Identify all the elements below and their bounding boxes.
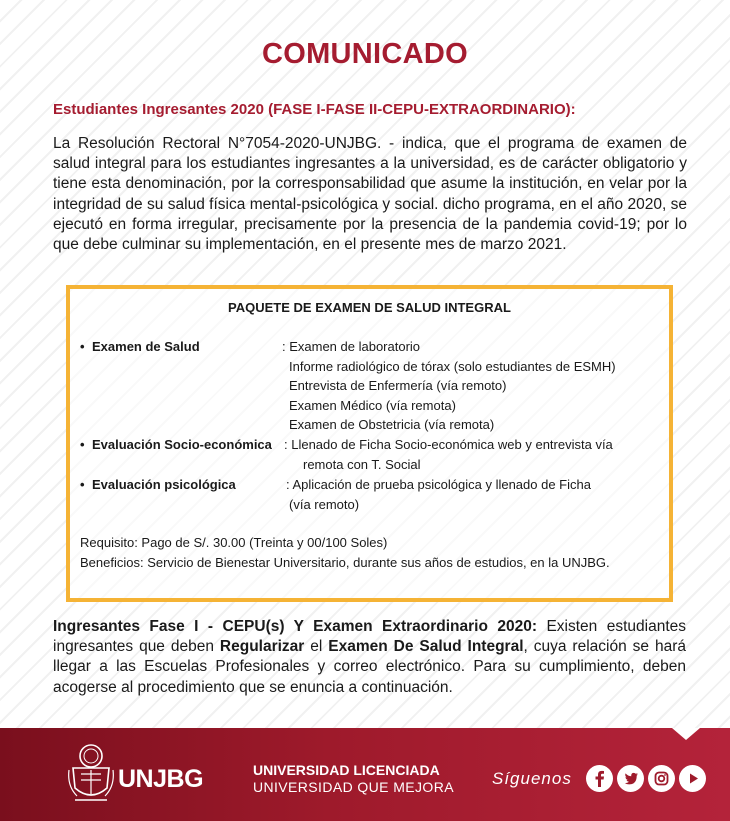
closing-text: , cuya relación se hará llegar a las Escuelas Profesionales y correo electrónico. Para su cumplimiento, deben acogerse al procedimiento que se enuncia a continuación. bbox=[53, 638, 686, 696]
slogan-line-1: UNIVERSIDAD LICENCIADA bbox=[253, 762, 440, 778]
item-detail: remota con T. Social bbox=[303, 456, 421, 472]
footer-notch bbox=[672, 728, 700, 740]
instagram-icon[interactable] bbox=[648, 765, 675, 792]
section-subtitle: Estudiantes Ingresantes 2020 (FASE I-FASE II-CEPU-EXTRAORDINARIO): bbox=[53, 101, 576, 118]
item-detail: Examen Médico (vía remota) bbox=[289, 397, 456, 413]
facebook-icon[interactable] bbox=[586, 765, 613, 792]
item-label: Evaluación Socio-económica bbox=[92, 437, 272, 452]
requisito-text: Requisito: Pago de S/. 30.00 (Treinta y 00/100 Soles) bbox=[80, 535, 388, 550]
closing-text: Existen estudiantes ingresantes que deben bbox=[53, 618, 686, 656]
item-detail: (vía remoto) bbox=[289, 496, 360, 512]
footer-bar bbox=[0, 728, 730, 821]
follow-label: Síguenos bbox=[492, 769, 572, 788]
health-package-box bbox=[66, 285, 673, 602]
intro-paragraph: La Resolución Rectoral N°7054-2020-UNJBG. - indica, que el programa de examen de salud integral para los estudiantes ingresantes a la universidad, es de carácter obligatorio y tiene esta denominación, por la corresponsabilidad que asume la institución, en velar por la integridad de su salud física mental-psicológica y social. dicho programa, en el año 2020, se ejecutó en forma irregular, precisamente por la presencia de la pandemia covid-19; por lo que debe culminar su implementación, en el presente mes de marzo 2021. bbox=[53, 135, 687, 254]
closing-bold-regularizar: Regularizar bbox=[219, 638, 305, 656]
item-label: Examen de Salud bbox=[92, 339, 200, 354]
item-detail: : Examen de laboratorio bbox=[282, 339, 421, 354]
bullet: • bbox=[80, 339, 85, 354]
closing-bold-examen: Examen De Salud Integral bbox=[328, 638, 524, 656]
item-detail: : Aplicación de prueba psicológica y llenado de Ficha bbox=[286, 477, 591, 492]
closing-paragraph bbox=[53, 617, 686, 698]
closing-bold-heading: Ingresantes Fase I - CEPU(s) Y Examen Extraordinario 2020: bbox=[53, 618, 538, 635]
page-title: COMUNICADO bbox=[262, 38, 468, 70]
youtube-icon[interactable] bbox=[679, 765, 706, 792]
beneficios-text: Beneficios: Servicio de Bienestar Universitario, durante sus años de estudios, en la UNJBG. bbox=[80, 555, 610, 570]
university-seal-icon bbox=[67, 742, 115, 811]
item-detail: Informe radiológico de tórax (solo estudiantes de ESMH) bbox=[289, 358, 616, 374]
package-title: PAQUETE DE EXAMEN DE SALUD INTEGRAL bbox=[228, 300, 511, 315]
item-detail: : Llenado de Ficha Socio-económica web y entrevista vía bbox=[284, 437, 613, 452]
item-detail: Entrevista de Enfermería (vía remoto) bbox=[289, 378, 507, 394]
bullet: • bbox=[80, 437, 85, 452]
item-detail: Examen de Obstetricia (vía remota) bbox=[289, 417, 495, 433]
brand-logo-text: UNJBG bbox=[118, 765, 204, 793]
closing-text: el bbox=[304, 638, 329, 656]
slogan-line-2: UNIVERSIDAD QUE MEJORA bbox=[253, 779, 454, 795]
twitter-icon[interactable] bbox=[617, 765, 644, 792]
bullet: • bbox=[80, 477, 85, 492]
item-label: Evaluación psicológica bbox=[92, 477, 236, 492]
